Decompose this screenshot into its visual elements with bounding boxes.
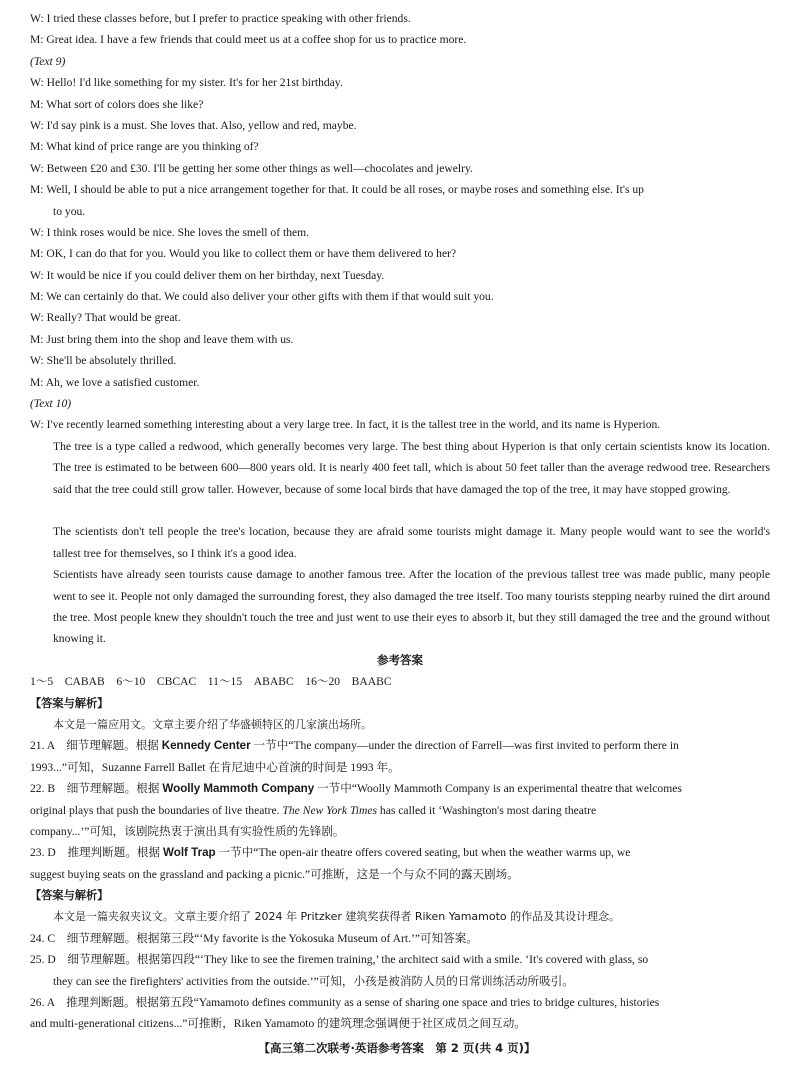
answers-title: 参考答案: [377, 652, 423, 667]
explanation-23-cont: suggest buying seats on the grassland and packing a picnic.”可推断，这是一个与众不同的露天剧场。: [30, 867, 519, 881]
monologue-first-line: W: I've recently learned something interesting about a very large tree. In fact, it is the tallest tree in the world, and its name is Hyperion.: [30, 418, 661, 432]
section-intro: 本文是一篇夹叙夹议文。文章主要介绍了 2024 年 Pritzker 建筑奖获得者 Riken Yamamoto 的作品及其设计理念。: [53, 910, 621, 924]
explanation-23: [30, 842, 770, 863]
dialog-line: W: She'll be absolutely thrilled.: [30, 354, 177, 368]
section-name: Woolly Mammoth Company: [162, 782, 315, 796]
dialog-line: M: What kind of price range are you thinking of?: [30, 140, 259, 154]
dialog-line: W: I tried these classes before, but I prefer to practice speaking with other friends.: [30, 12, 411, 25]
dialog-line: M: Just bring them into the shop and leave them with us.: [30, 332, 294, 346]
explanation-22-cont: [30, 800, 770, 821]
section-heading: 【答案与解析】: [30, 889, 109, 903]
dialog-line: M: OK, I can do that for you. Would you like to collect them or have them delivered to her?: [30, 247, 457, 261]
section-intro: 本文是一篇应用文。文章主要介绍了华盛顿特区的几家演出场所。: [53, 717, 372, 731]
publication-title: The New York Times: [282, 803, 378, 817]
dialog-line: W: I'd say pink is a must. She loves that. Also, yellow and red, maybe.: [30, 118, 357, 132]
document-page: [30, 8, 770, 1035]
explanation-text: original plays that push the boundaries of live theatre.: [30, 803, 283, 817]
monologue-paragraph: The scientists don't tell people the tree's location, because they are afraid some tourists might damage it. Many people would want to see the world's tallest tree for themselves, so I think it's a good idea.: [53, 525, 770, 560]
dialog-line-continued: to you.: [53, 204, 86, 218]
explanation-25: 25. D 细节理解题。根据第四段“‘They like to see the firemen training,’ the architect said with a smile. ‘It's covered with glass, so: [30, 953, 649, 967]
explanation-26: 26. A 推理判断题。根据第五段“Yamamoto defines community as a sense of sharing one space and tries to bridge cultures, histories: [30, 996, 660, 1010]
answer-key: 1～5 CABAB 6～10 CBCAC 11～15 ABABC 16～20 BAABC: [30, 675, 392, 689]
explanation-22-cont: company...’”可知，该剧院热衷于演出具有实验性质的先锋剧。: [30, 824, 345, 838]
dialog-line: M: We can certainly do that. We could also deliver your other gifts with them if that would suit you.: [30, 290, 494, 304]
explanation-text: 23. D 推理判断题。根据: [30, 846, 164, 860]
monologue-paragraph: Scientists have already seen tourists cause damage to another famous tree. After the location of the previous tallest tree was made public, many people went to see it. People not only damaged the surrounding forest, they also damaged the tree itself. Too many tourists stepping nearby ruined the dirt around the tree. Most people knew they shouldn't touch the tree and just went to use their eyes to absorb it, but they still damaged the tree and the ground without knowing it.: [53, 568, 770, 646]
explanation-text: 21. A 细节理解题。根据: [30, 739, 162, 753]
explanation-text: 22. B 细节理解题。根据: [30, 782, 163, 796]
explanation-24: 24. C 细节理解题。根据第三段“‘My favorite is the Yokosuka Museum of Art.’”可知答案。: [30, 931, 478, 945]
text-9-label: (Text 9): [30, 54, 66, 68]
explanation-21-cont: 1993...”可知，Suzanne Farrell Ballet 在肯尼迪中心首演的时间是 1993 年。: [30, 760, 400, 774]
explanation-text: 一节中“The company—under the direction of Farrell—was first invited to perform there in: [250, 739, 679, 753]
explanation-26-cont: and multi-generational citizens...”可推断，Riken Yamamoto 的建筑理念强调便于社区成员之间互动。: [30, 1017, 526, 1031]
dialog-line: W: Really? That would be great.: [30, 311, 181, 325]
dialog-line: W: It would be nice if you could deliver them on her birthday, next Tuesday.: [30, 268, 385, 282]
section-name: Wolf Trap: [163, 846, 216, 860]
monologue-paragraph: The tree is a type called a redwood, which generally becomes very large. The best thing about Hyperion is that only certain scientists know its location. The tree is estimated to be between 600—800 years old. It is nearly 400 feet tall, which is about 50 feet taller than the average redwood tree. Researchers said that the tree could still grow taller. However, because of some local birds that have damaged the top of the tree, it may have stopped growing.: [53, 439, 770, 496]
page-footer: 【高三第二次联考·英语参考答案 第 2 页(共 4 页)】: [258, 1041, 536, 1055]
explanation-text: 一节中“The open-air theatre offers covered seating, but when the weather warms up, we: [215, 846, 631, 860]
dialog-line: M: Ah, we love a satisfied customer.: [30, 375, 200, 389]
explanation-25-cont: they can see the firefighters' activities from the outside.’”可知，小孩是被消防人员的日常训练活动所吸引。: [53, 974, 574, 988]
dialog-line: M: What sort of colors does she like?: [30, 97, 204, 111]
dialog-line: W: I think roses would be nice. She loves the smell of them.: [30, 225, 310, 239]
dialog-line: M: Great idea. I have a few friends that could meet us at a coffee shop for us to practice more.: [30, 33, 467, 47]
explanation-22: [30, 778, 770, 799]
dialog-line: W: Between £20 and £30. I'll be getting her some other things as well—chocolates and jewelry.: [30, 161, 473, 175]
explanation-text: 一节中“Woolly Mammoth Company is an experimental theatre that welcomes: [314, 782, 682, 796]
section-heading: 【答案与解析】: [30, 696, 109, 710]
dialog-line: W: Hello! I'd like something for my sister. It's for her 21st birthday.: [30, 76, 343, 90]
dialog-line: M: Well, I should be able to put a nice arrangement together for that. It could be all roses, or maybe roses and something else. It's up: [30, 183, 644, 197]
explanation-text: has called it ‘Washington's most daring theatre: [377, 803, 597, 817]
text-10-label: (Text 10): [30, 397, 72, 411]
section-name: Kennedy Center: [161, 739, 251, 753]
explanation-21: [30, 735, 770, 756]
